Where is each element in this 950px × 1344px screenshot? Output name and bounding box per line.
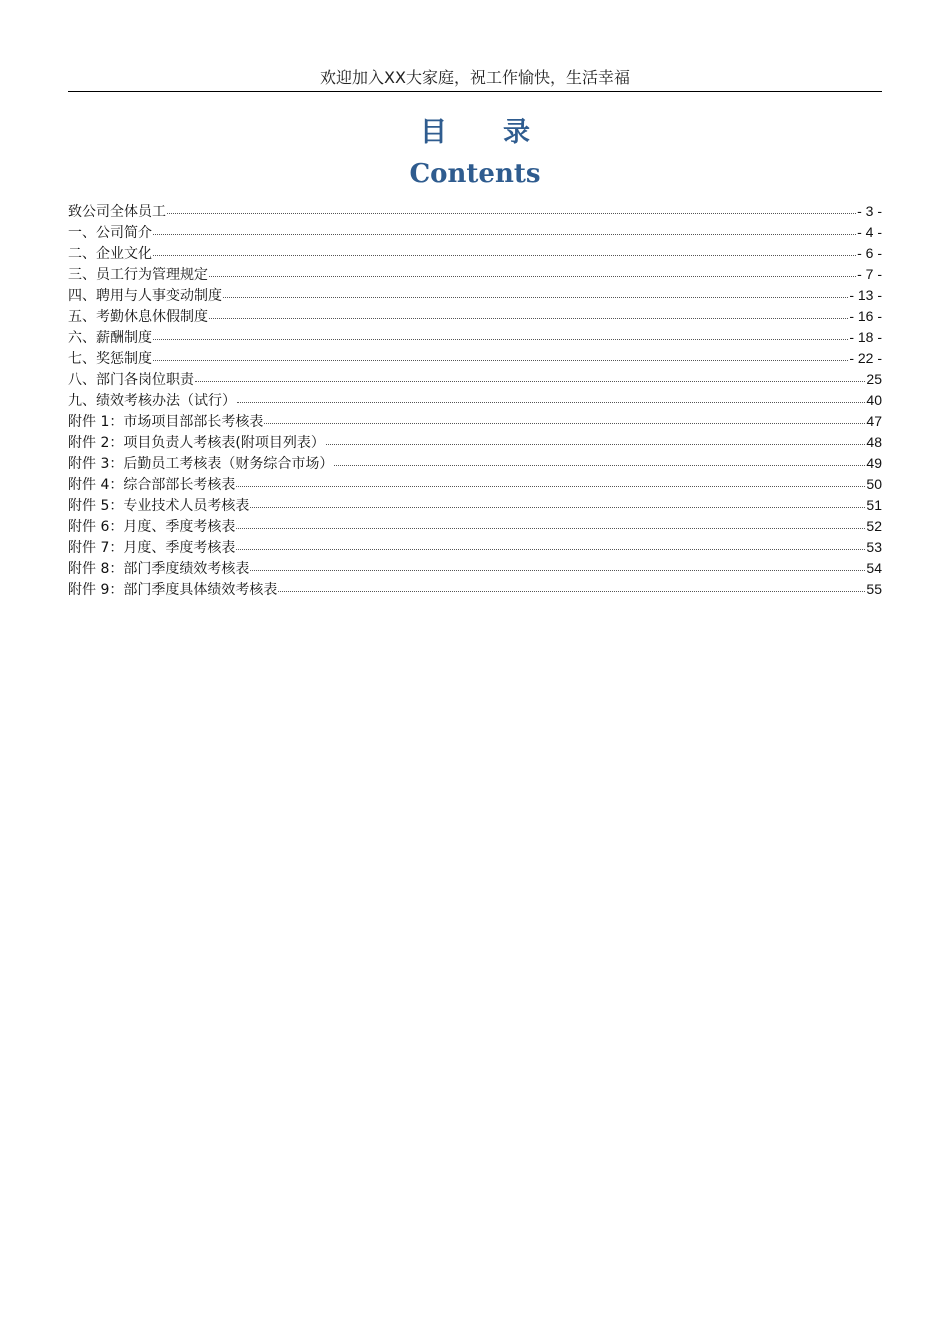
- toc-entry[interactable]: [68, 201, 882, 222]
- toc-entry-page: - 6 -: [857, 245, 882, 261]
- toc-entry[interactable]: [68, 579, 882, 600]
- toc-leader-dots: [209, 276, 856, 277]
- toc-title-english: Contents: [409, 159, 541, 189]
- toc-leader-dots: [278, 591, 865, 592]
- toc-leader-dots: [236, 549, 865, 550]
- toc-entry[interactable]: [68, 411, 882, 432]
- toc-entry-label: 一、公司简介: [68, 225, 152, 241]
- toc-entry-page: - 4 -: [857, 224, 882, 240]
- toc-entry-page: - 3 -: [857, 203, 882, 219]
- toc-leader-dots: [250, 570, 865, 571]
- toc-entry[interactable]: [68, 495, 882, 516]
- toc-entry[interactable]: [68, 453, 882, 474]
- toc-entry[interactable]: [68, 474, 882, 495]
- toc-entry-page: - 18 -: [849, 329, 882, 345]
- toc-entry-page: 55: [866, 581, 882, 597]
- toc-entry-page: - 7 -: [857, 266, 882, 282]
- toc-entry[interactable]: [68, 516, 882, 537]
- toc-entry-label: 七、奖惩制度: [68, 351, 152, 367]
- toc-entry[interactable]: [68, 222, 882, 243]
- toc-entry-label: 五、考勤休息休假制度: [68, 309, 208, 325]
- toc-leader-dots: [153, 255, 856, 256]
- toc-entry-label: 附件 4：综合部部长考核表: [68, 477, 236, 493]
- toc-leader-dots: [167, 213, 856, 214]
- toc-entry-label: 附件 5：专业技术人员考核表: [68, 498, 250, 514]
- toc-entry-page: 25: [866, 371, 882, 387]
- toc-entry[interactable]: [68, 369, 882, 390]
- toc-entry[interactable]: [68, 348, 882, 369]
- toc-leader-dots: [223, 297, 848, 298]
- toc-entry[interactable]: [68, 243, 882, 264]
- toc-entry-page: 53: [866, 539, 882, 555]
- toc-entry-label: 八、部门各岗位职责: [68, 372, 194, 388]
- toc-leader-dots: [334, 465, 865, 466]
- toc-entry[interactable]: [68, 327, 882, 348]
- toc-leader-dots: [153, 360, 848, 361]
- toc-leader-dots: [153, 339, 848, 340]
- toc-entry-label: 致公司全体员工: [68, 204, 166, 220]
- toc-entry-page: 40: [866, 392, 882, 408]
- toc-entry-page: 48: [866, 434, 882, 450]
- toc-entry-page: 52: [866, 518, 882, 534]
- toc-entry-page: 47: [866, 413, 882, 429]
- toc-entry-label: 附件 6：月度、季度考核表: [68, 519, 236, 535]
- toc-entry-label: 四、聘用与人事变动制度: [68, 288, 222, 304]
- toc-entry[interactable]: [68, 390, 882, 411]
- toc-entry[interactable]: [68, 432, 882, 453]
- toc-entry[interactable]: [68, 285, 882, 306]
- toc-entry-label: 三、员工行为管理规定: [68, 267, 208, 283]
- toc-entry[interactable]: [68, 537, 882, 558]
- toc-entry-label: 附件 7：月度、季度考核表: [68, 540, 236, 556]
- table-of-contents: [68, 201, 882, 600]
- toc-entry-label: 六、薪酬制度: [68, 330, 152, 346]
- toc-entry-label: 附件 8：部门季度绩效考核表: [68, 561, 250, 577]
- toc-entry-label: 附件 2：项目负责人考核表(附项目列表）: [68, 435, 325, 451]
- toc-leader-dots: [264, 423, 865, 424]
- toc-leader-dots: [250, 507, 865, 508]
- page-header: 欢迎加入XX大家庭，祝工作愉快，生活幸福: [320, 68, 630, 87]
- toc-title-chinese: 目录: [420, 117, 586, 148]
- toc-entry-page: - 16 -: [849, 308, 882, 324]
- toc-entry-page: - 22 -: [849, 350, 882, 366]
- toc-leader-dots: [209, 318, 848, 319]
- toc-entry-page: 51: [866, 497, 882, 513]
- toc-entry-label: 附件 3：后勤员工考核表（财务综合市场）: [68, 456, 334, 472]
- toc-leader-dots: [195, 381, 865, 382]
- toc-entry-label: 九、绩效考核办法（试行）: [68, 393, 236, 409]
- toc-entry-page: 49: [866, 455, 882, 471]
- toc-entry-page: 50: [866, 476, 882, 492]
- toc-entry[interactable]: [68, 558, 882, 579]
- toc-entry[interactable]: [68, 306, 882, 327]
- toc-leader-dots: [236, 528, 865, 529]
- toc-entry[interactable]: [68, 264, 882, 285]
- toc-entry-page: - 13 -: [849, 287, 882, 303]
- toc-leader-dots: [237, 402, 865, 403]
- toc-leader-dots: [326, 444, 866, 445]
- header-divider: [68, 91, 882, 92]
- toc-leader-dots: [153, 234, 856, 235]
- toc-entry-page: 54: [866, 560, 882, 576]
- toc-entry-label: 附件 9：部门季度具体绩效考核表: [68, 582, 278, 598]
- toc-entry-label: 二、企业文化: [68, 246, 152, 262]
- toc-entry-label: 附件 1：市场项目部部长考核表: [68, 414, 264, 430]
- toc-leader-dots: [236, 486, 865, 487]
